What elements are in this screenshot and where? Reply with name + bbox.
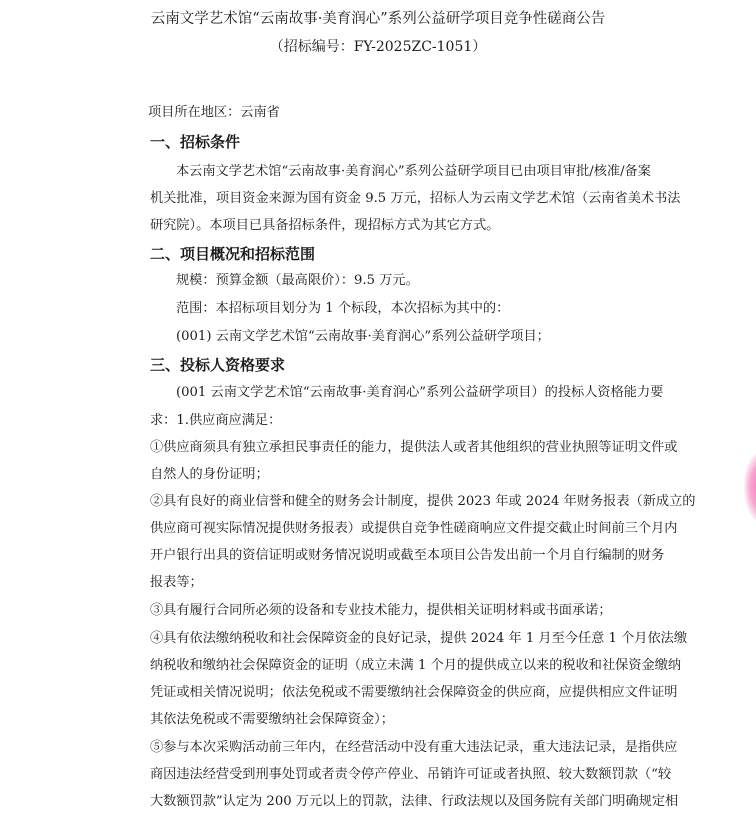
paragraph-line: 商因违法经营受到刑事处罚或者责令停产停业、吊销许可证或者执照、较大数额罚款（“较 [150,767,672,782]
paragraph-line: 凭证或相关情况说明；依法免税或不需要缴纳社会保障资金的供应商，应提供相应文件证明 [150,685,678,700]
paragraph-line: 研究院）。本项目已具备招标条件，现招标方式为其它方式。 [150,218,500,233]
paragraph-line: 本云南文学艺术馆“云南故事·美育润心”系列公益研学项目已由项目审批/核准/备案 [176,164,651,179]
paragraph-line: 开户银行出具的资信证明或财务情况说明或截至本项目公告发出前一个月自行编制的财务 [150,548,665,563]
paragraph-line: 范围：本招标项目划分为 1 个标段，本次招标为其中的： [176,301,510,316]
paragraph-line: ①供应商须具有独立承担民事责任的能力，提供法人或者其他组织的营业执照等证明文件或 [150,440,678,455]
section-heading-1: 一、招标条件 [150,133,241,151]
paragraph-line: 报表等； [150,575,203,590]
section-heading-2: 二、项目概况和招标范围 [150,245,316,263]
page-edge-stain [744,452,756,522]
paragraph-line: 纳税收和缴纳社会保障资金的证明（成立未满 1 个月的提供成立以来的税收和社保资金缴纳 [150,658,682,673]
paragraph-line: 求：1.供应商应满足： [150,413,282,428]
paragraph-line: 机关批准，项目资金来源为国有资金 9.5 万元，招标人为云南文学艺术馆（云南省美术书法 [150,191,681,206]
paragraph-line: (001) 云南文学艺术馆“云南故事·美育润心”系列公益研学项目； [176,329,550,344]
document-title: 云南文学艺术馆“云南故事·美育润心”系列公益研学项目竞争性磋商公告 [150,11,606,27]
paragraph-line: ④具有依法缴纳税收和社会保障资金的良好记录，提供 2024 年 1 月至今任意 1 个月依法缴 [150,631,688,646]
project-region: 项目所在地区：云南省 [148,105,280,120]
paragraph-line: ③具有履行合同所必须的设备和专业技术能力，提供相关证明材料或书面承诺； [150,603,612,618]
paragraph-line: 大数额罚款”认定为 200 万元以上的罚款，法律、行政法规以及国务院有关部门明确规定相 [150,794,679,809]
paragraph-line: ⑤参与本次采购活动前三年内，在经营活动中没有重大违法记录，重大违法记录，是指供应 [150,740,678,755]
paragraph-line: 其依法免税或不需要缴纳社会保障资金）； [150,712,394,727]
paragraph-line: 供应商可视实际情况提供财务报表）或提供自竞争性磋商响应文件提交截止时间前三个月内 [150,521,678,536]
paragraph-line: ②具有良好的商业信誉和健全的财务会计制度，提供 2023 年或 2024 年财务报表（新成立的 [150,494,696,509]
paragraph-line: 自然人的身份证明； [150,467,269,482]
paragraph-line: (001 云南文学艺术馆“云南故事·美育润心”系列公益研学项目）的投标人资格能力要 [176,385,664,400]
section-heading-3: 三、投标人资格要求 [150,356,286,374]
tender-number: （招标编号：FY-2025ZC-1051） [269,39,487,55]
paragraph-line: 规模：预算金额（最高限价）：9.5 万元。 [176,273,419,288]
